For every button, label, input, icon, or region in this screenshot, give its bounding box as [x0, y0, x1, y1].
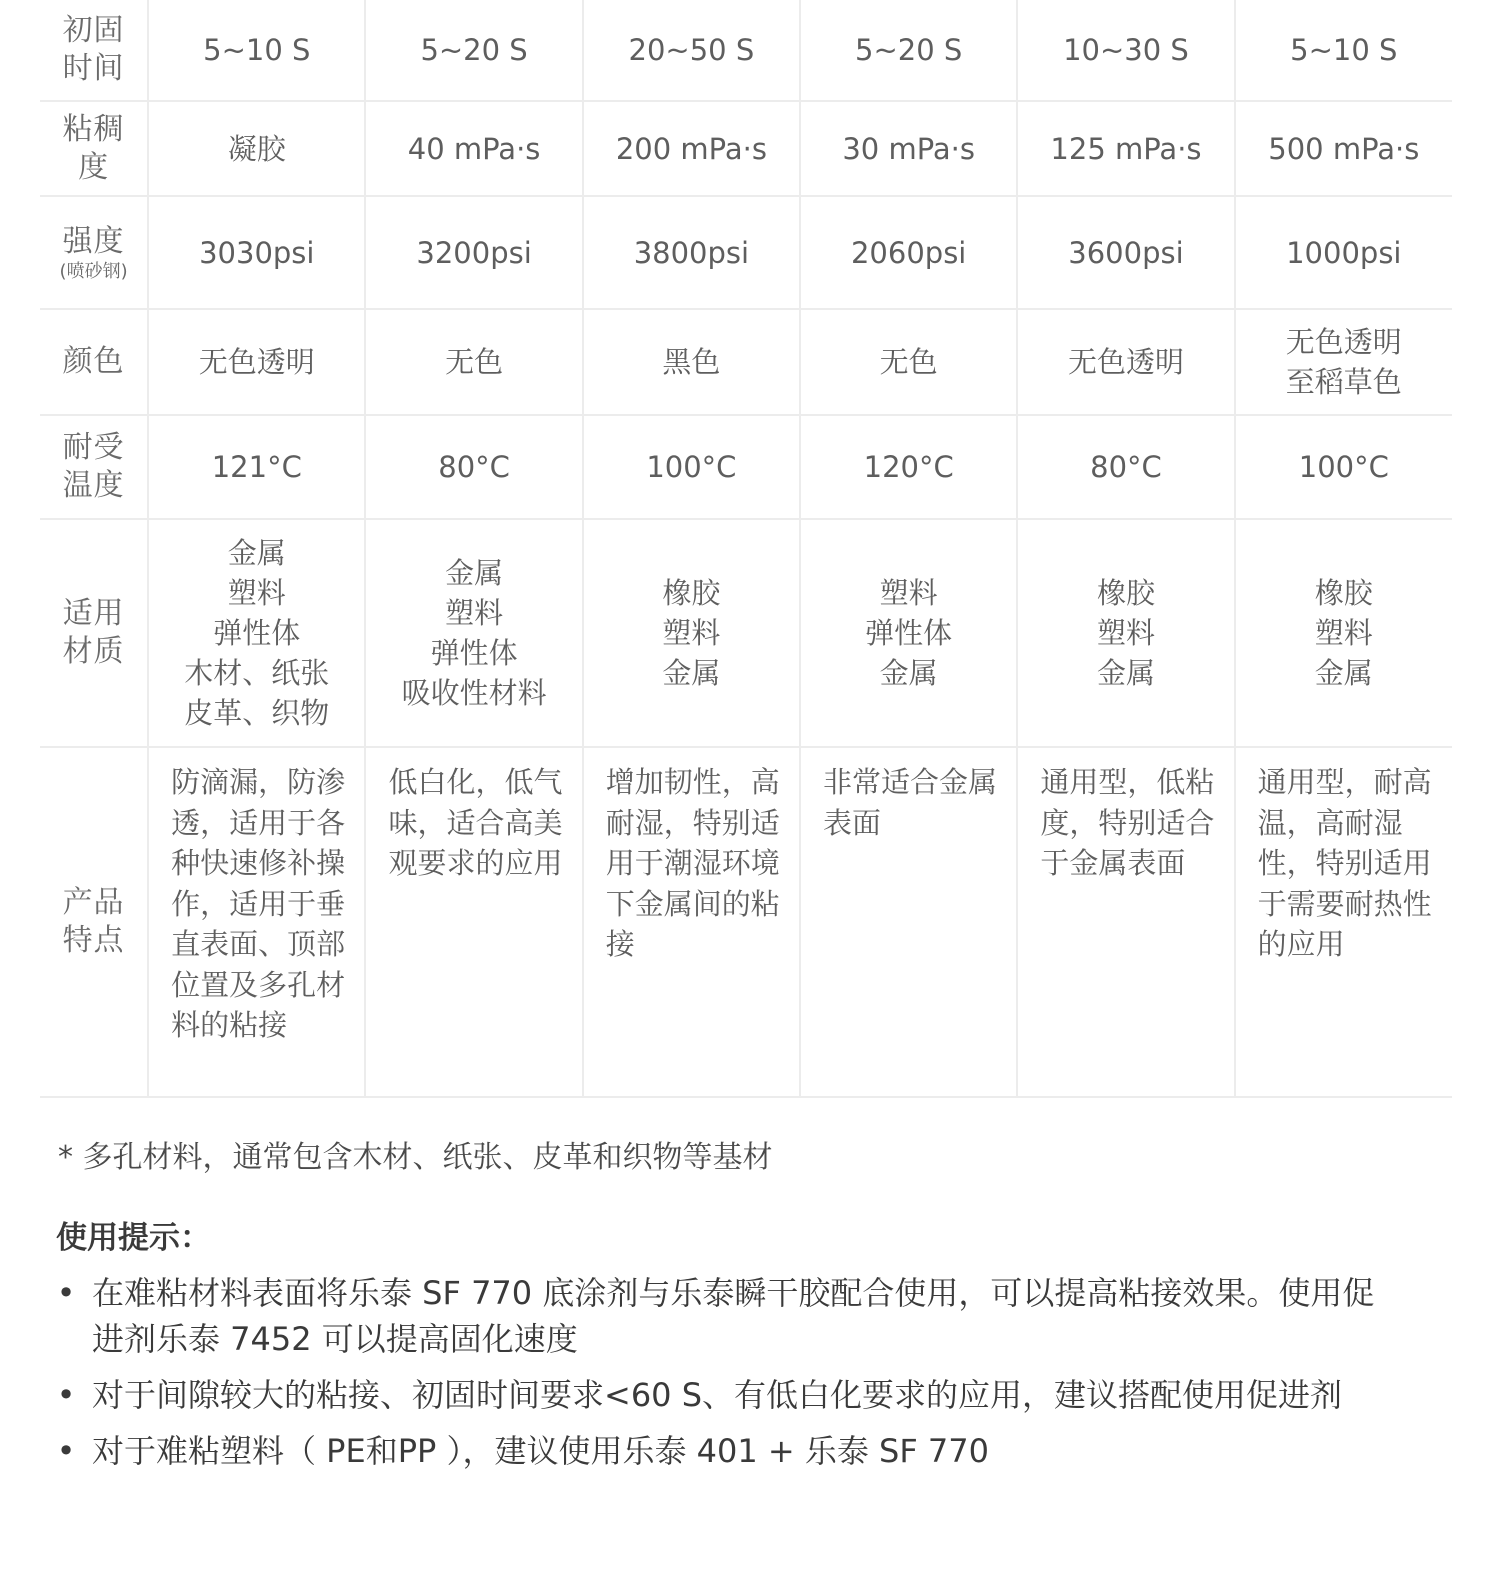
table-cell: 200 mPa·s	[583, 101, 800, 196]
table-cell: 橡胶 塑料 金属	[583, 519, 800, 747]
list-item	[56, 1270, 1396, 1362]
table-cell: 无色透明	[148, 309, 365, 415]
table-cell: 塑料 弹性体 金属	[800, 519, 1017, 747]
row-label-materials	[40, 519, 148, 747]
table-row-strength	[40, 196, 1452, 309]
table-cell: 防滴漏，防渗透，适用于各种快速修补操作，适用于垂直表面、顶部位置及多孔材料的粘接	[148, 747, 365, 1097]
table-row-viscosity	[40, 101, 1452, 196]
table-cell: 3200psi	[365, 196, 582, 309]
row-label-temperature	[40, 415, 148, 519]
table-cell: 500 mPa·s	[1235, 101, 1452, 196]
row-label-color	[40, 309, 148, 415]
table-cell: 100°C	[583, 415, 800, 519]
table-cell: 40 mPa·s	[365, 101, 582, 196]
table-cell: 金属 塑料 弹性体 木材、纸张 皮革、织物	[148, 519, 365, 747]
list-item	[56, 1428, 1396, 1474]
table-cell: 80°C	[1017, 415, 1234, 519]
table-cell: 80°C	[365, 415, 582, 519]
tip-text: 在难粘材料表面将乐泰 SF 770 底涂剂与乐泰瞬干胶配合使用，可以提高粘接效果。使用促进剂乐泰 7452 可以提高固化速度	[92, 1274, 1375, 1358]
row-label-text: 粘稠 度	[62, 111, 125, 185]
table-cell: 金属 塑料 弹性体 吸收性材料	[365, 519, 582, 747]
spec-table-container	[40, 0, 1452, 1098]
table-cell: 橡胶 塑料 金属	[1235, 519, 1452, 747]
table-cell: 10~30 S	[1017, 0, 1234, 101]
table-cell: 无色透明 至稻草色	[1235, 309, 1452, 415]
footnote: * 多孔材料，通常包含木材、纸张、皮革和织物等基材	[58, 1140, 773, 1175]
bullet-icon: •	[56, 1274, 76, 1312]
table-cell: 无色	[365, 309, 582, 415]
table-row-temperature	[40, 415, 1452, 519]
tip-text: 对于间隙较大的粘接、初固时间要求<60 S、有低白化要求的应用，建议搭配使用促进剂	[92, 1376, 1343, 1414]
row-label-strength	[40, 196, 148, 309]
row-label-text: 产品 特点	[62, 885, 125, 958]
table-cell: 低白化，低气味，适合高美观要求的应用	[365, 747, 582, 1097]
table-cell: 100°C	[1235, 415, 1452, 519]
table-cell: 通用型，低粘度，特别适合于金属表面	[1017, 747, 1234, 1097]
row-label-text: 强度	[62, 223, 125, 259]
table-cell: 30 mPa·s	[800, 101, 1017, 196]
row-sub-label: (喷砂钢)	[59, 260, 128, 282]
table-row-features	[40, 747, 1452, 1097]
row-label-cure-time	[40, 0, 148, 101]
table-cell: 通用型，耐高温，高耐湿性，特别适用于需要耐热性的应用	[1235, 747, 1452, 1097]
row-label-viscosity	[40, 101, 148, 196]
row-label-features	[40, 747, 148, 1097]
table-cell: 无色	[800, 309, 1017, 415]
table-cell: 无色透明	[1017, 309, 1234, 415]
table-cell: 125 mPa·s	[1017, 101, 1234, 196]
tips-list	[56, 1270, 1396, 1484]
table-cell: 增加韧性，高耐湿，特别适用于潮湿环境下金属间的粘接	[583, 747, 800, 1097]
table-cell: 20~50 S	[583, 0, 800, 101]
table-cell: 5~10 S	[1235, 0, 1452, 101]
table-cell: 黑色	[583, 309, 800, 415]
bullet-icon: •	[56, 1432, 76, 1470]
tips-title: 使用提示：	[56, 1220, 211, 1256]
table-row-color	[40, 309, 1452, 415]
table-cell: 5~20 S	[365, 0, 582, 101]
row-label-text: 适用 材质	[62, 596, 125, 669]
table-cell: 3800psi	[583, 196, 800, 309]
table-cell: 5~10 S	[148, 0, 365, 101]
table-row-cure-time	[40, 0, 1452, 101]
table-cell: 5~20 S	[800, 0, 1017, 101]
list-item	[56, 1372, 1396, 1418]
table-cell: 120°C	[800, 415, 1017, 519]
table-cell: 3600psi	[1017, 196, 1234, 309]
tip-text: 对于难粘塑料（ PE和PP ），建议使用乐泰 401 + 乐泰 SF 770	[92, 1432, 990, 1470]
row-label-text: 初固 时间	[62, 13, 125, 86]
row-label-text: 耐受 温度	[62, 430, 125, 503]
table-cell: 橡胶 塑料 金属	[1017, 519, 1234, 747]
table-cell: 非常适合金属表面	[800, 747, 1017, 1097]
table-row-materials	[40, 519, 1452, 747]
bullet-icon: •	[56, 1376, 76, 1414]
table-cell: 2060psi	[800, 196, 1017, 309]
spec-table	[40, 0, 1452, 1098]
table-cell: 1000psi	[1235, 196, 1452, 309]
table-cell: 3030psi	[148, 196, 365, 309]
row-label-text: 颜色	[62, 344, 125, 379]
table-cell: 凝胶	[148, 101, 365, 196]
table-cell: 121°C	[148, 415, 365, 519]
